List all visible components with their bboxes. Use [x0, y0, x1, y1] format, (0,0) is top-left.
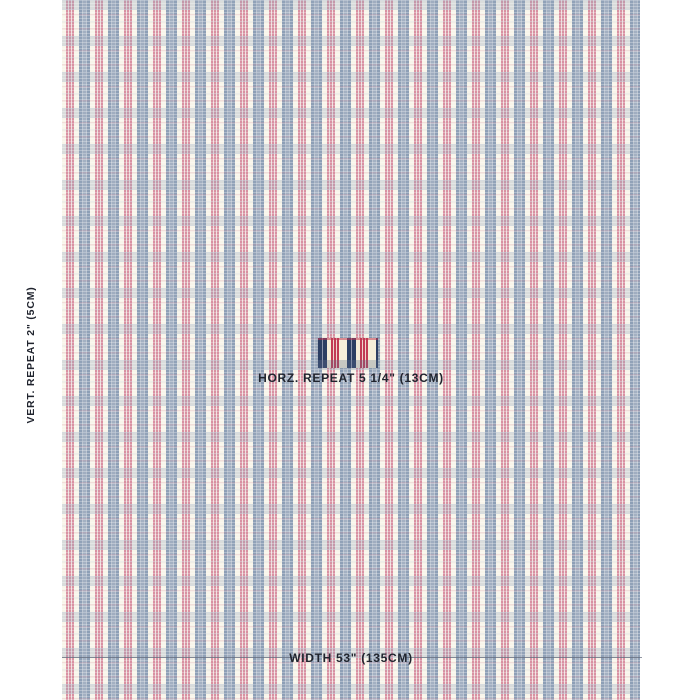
horizontal-repeat-marker: [318, 338, 378, 368]
width-label: WIDTH 53" (135CM): [289, 651, 413, 665]
horizontal-repeat-label: HORZ. REPEAT 5 1/4" (13CM): [258, 371, 444, 385]
left-margin: [0, 0, 62, 700]
fabric-swatch: [62, 0, 640, 700]
vertical-repeat-label: VERT. REPEAT 2" (5CM): [25, 286, 37, 424]
